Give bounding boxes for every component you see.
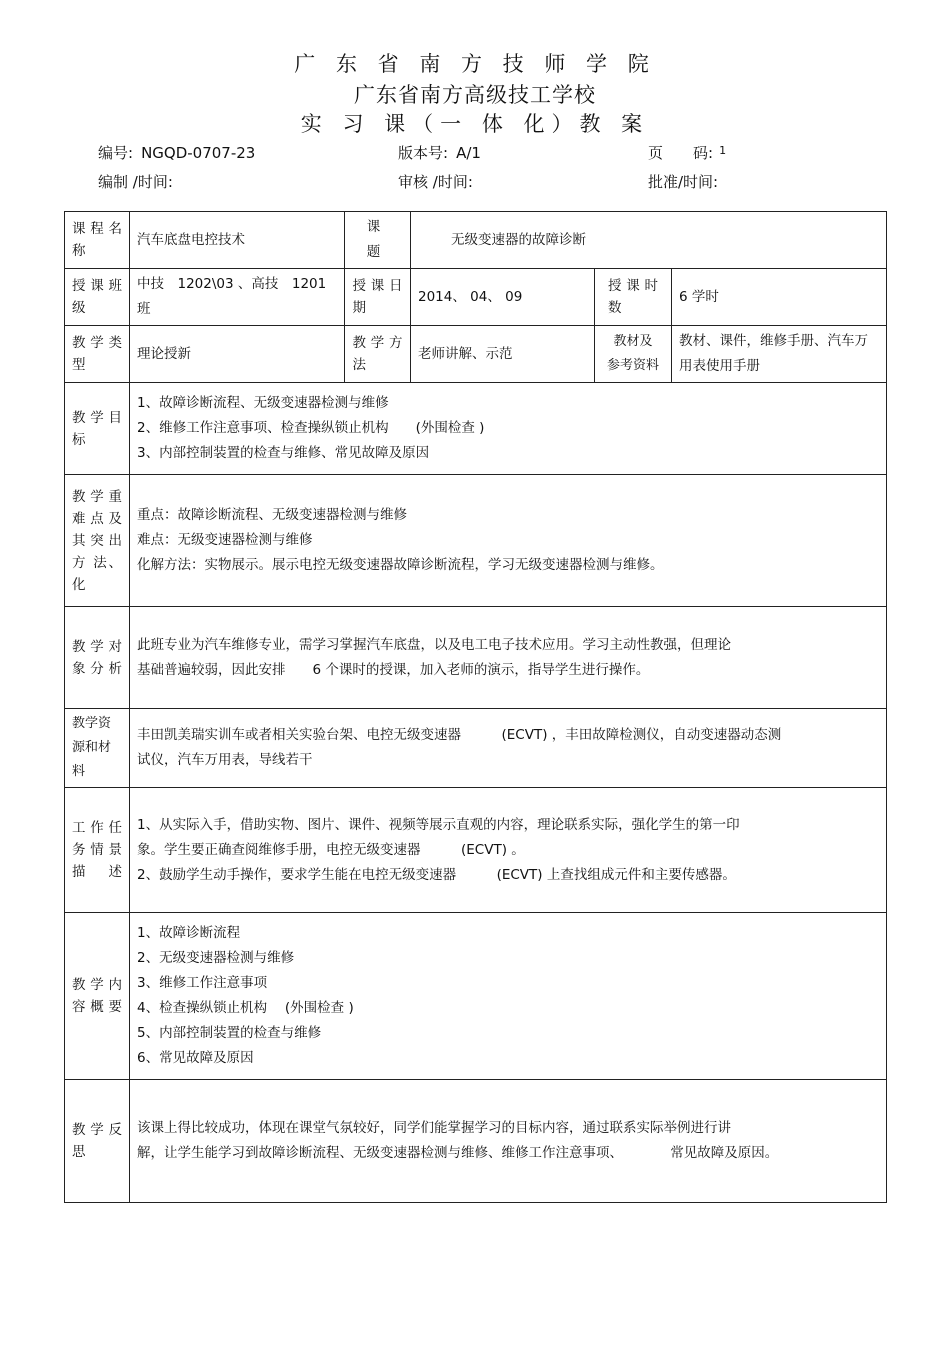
method-label: 教 学 方 法 xyxy=(345,326,411,383)
key-label: 教 学 重 难 点 及 其 突 出 方 法、化 xyxy=(65,475,130,607)
version-label: 版本号: xyxy=(398,144,449,162)
version-field xyxy=(398,142,481,163)
content-item: 5、内部控制装置的检查与维修 xyxy=(137,1025,322,1041)
reflect-line: 解，让学生能学习到故障诊断流程、无级变速器检测与维修、维修工作注意事项、 常见故障及原因。 xyxy=(137,1145,779,1161)
content-item: 2、无级变速器检测与维修 xyxy=(137,950,295,966)
resource-line: 试仪，汽车万用表，导线若干 xyxy=(137,752,313,768)
task-line: 1、从实际入手，借助实物、图片、课件、视频等展示直观的内容，理论联系实际，强化学生的第一印 xyxy=(137,816,740,833)
code-value: NGQD-0707-23 xyxy=(141,144,256,162)
goal-line: 1、故障诊断流程、无级变速器检测与维修 xyxy=(137,395,389,411)
type-label: 教 学 类 型 xyxy=(65,326,130,383)
course-label: 课 程 名 称 xyxy=(65,212,130,269)
object-line: 基础普遍较弱，因此安排 6 个课时的授课，加入老师的演示，指导学生进行操作。 xyxy=(137,661,650,678)
code-label: 编号: xyxy=(98,144,134,162)
goal-label: 教 学 目 标 xyxy=(65,383,130,475)
object-content xyxy=(130,607,887,709)
date-value: 2014、 04、 09 xyxy=(411,269,595,326)
row-type xyxy=(65,326,887,383)
school-subtitle: 广东省南方高级技工学校 xyxy=(354,83,596,107)
document-title: 实 习 课（一 体 化）教 案 xyxy=(300,112,650,136)
class-label: 授 课 班 级 xyxy=(65,269,130,326)
key-content xyxy=(130,475,887,607)
content-item: 4、检查操纵锁止机构 (外围检查 ) xyxy=(137,1000,354,1016)
content-item: 3、维修工作注意事项 xyxy=(137,975,268,991)
reflect-label: 教 学 反 思 xyxy=(65,1080,130,1203)
method-value: 老师讲解、示范 xyxy=(411,326,595,383)
content-item: 1、故障诊断流程 xyxy=(137,925,241,941)
version-value: A/1 xyxy=(456,144,481,162)
content-label: 教 学 内 容 概 要 xyxy=(65,913,130,1080)
approve-label: 批准/时间: xyxy=(648,173,719,191)
material-value: 教材、课件，维修手册、汽车万用表使用手册 xyxy=(672,326,887,383)
key-line: 重点：故障诊断流程、无级变速器检测与维修 xyxy=(137,507,407,523)
hours-label: 授 课 时 数 xyxy=(595,269,672,326)
resource-content xyxy=(130,709,887,788)
goal-line: 2、维修工作注意事项、检查操纵锁止机构 (外围检查 ) xyxy=(137,420,485,436)
page-field xyxy=(648,142,726,163)
reflect-line: 该课上得比较成功，体现在课堂气氛较好，同学们能掌握学习的目标内容，通过联系实际举例进行讲 xyxy=(137,1120,731,1136)
date-label: 授 课 日 期 xyxy=(345,269,411,326)
type-value: 理论授新 xyxy=(130,326,345,383)
goal-content xyxy=(130,383,887,475)
lesson-plan-table xyxy=(64,211,887,1203)
page-value: 1 xyxy=(719,144,727,157)
task-content xyxy=(130,788,887,913)
row-content xyxy=(65,913,887,1080)
key-line: 难点：无级变速器检测与维修 xyxy=(137,532,313,548)
material-label xyxy=(595,326,672,383)
key-line: 化解方法：实物展示。展示电控无级变速器故障诊断流程，学习无级变速器检测与维修。 xyxy=(137,557,664,573)
object-line: 此班专业为汽车维修专业，需学习掌握汽车底盘，以及电工电子技术应用。学习主动性教强，但理论 xyxy=(137,636,731,653)
object-label: 教 学 对 象 分 析 xyxy=(65,607,130,709)
material-label-line1: 教材及 xyxy=(613,334,653,349)
task-label: 工 作 任 务 情 景 描 述 xyxy=(65,788,130,913)
topic-label: 课 题 xyxy=(345,212,411,269)
reflect-content xyxy=(130,1080,887,1203)
row-task xyxy=(65,788,887,913)
resource-line: 丰田凯美瑞实训车或者相关实验台架、电控无级变速器 (ECVT) ，丰田故障检测仪，自动变速器动态测 xyxy=(137,727,782,743)
goal-line: 3、内部控制装置的检查与维修、常见故障及原因 xyxy=(137,445,430,461)
row-goal xyxy=(65,383,887,475)
hours-value: 6 学时 xyxy=(672,269,887,326)
compile-label: 编制 /时间: xyxy=(98,173,173,191)
row-course xyxy=(65,212,887,269)
task-line: 2、鼓励学生动手操作，要求学生能在电控无级变速器 (ECVT) 上查找组成元件和主要传感器。 xyxy=(137,866,736,883)
row-resource xyxy=(65,709,887,788)
topic-value: 无级变速器的故障诊断 xyxy=(411,212,887,269)
task-line: 象。学生要正确查阅维修手册，电控无级变速器 (ECVT) 。 xyxy=(137,841,525,858)
content-item: 6、常见故障及原因 xyxy=(137,1050,254,1066)
class-value: 中技 1202\03 、高技 1201 班 xyxy=(130,269,345,326)
resource-label: 教学资源和材料 xyxy=(65,709,130,788)
row-key-points xyxy=(65,475,887,607)
row-class xyxy=(65,269,887,326)
code-field xyxy=(98,142,255,163)
course-value: 汽车底盘电控技术 xyxy=(130,212,345,269)
row-reflect xyxy=(65,1080,887,1203)
row-object xyxy=(65,607,887,709)
review-label: 审核 /时间: xyxy=(398,173,473,191)
content-list xyxy=(130,913,887,1080)
material-label-line2: 参考资料 xyxy=(606,358,659,373)
page-label: 页 码: xyxy=(648,144,714,162)
school-title: 广 东 省 南 方 技 师 学 院 xyxy=(294,52,656,76)
